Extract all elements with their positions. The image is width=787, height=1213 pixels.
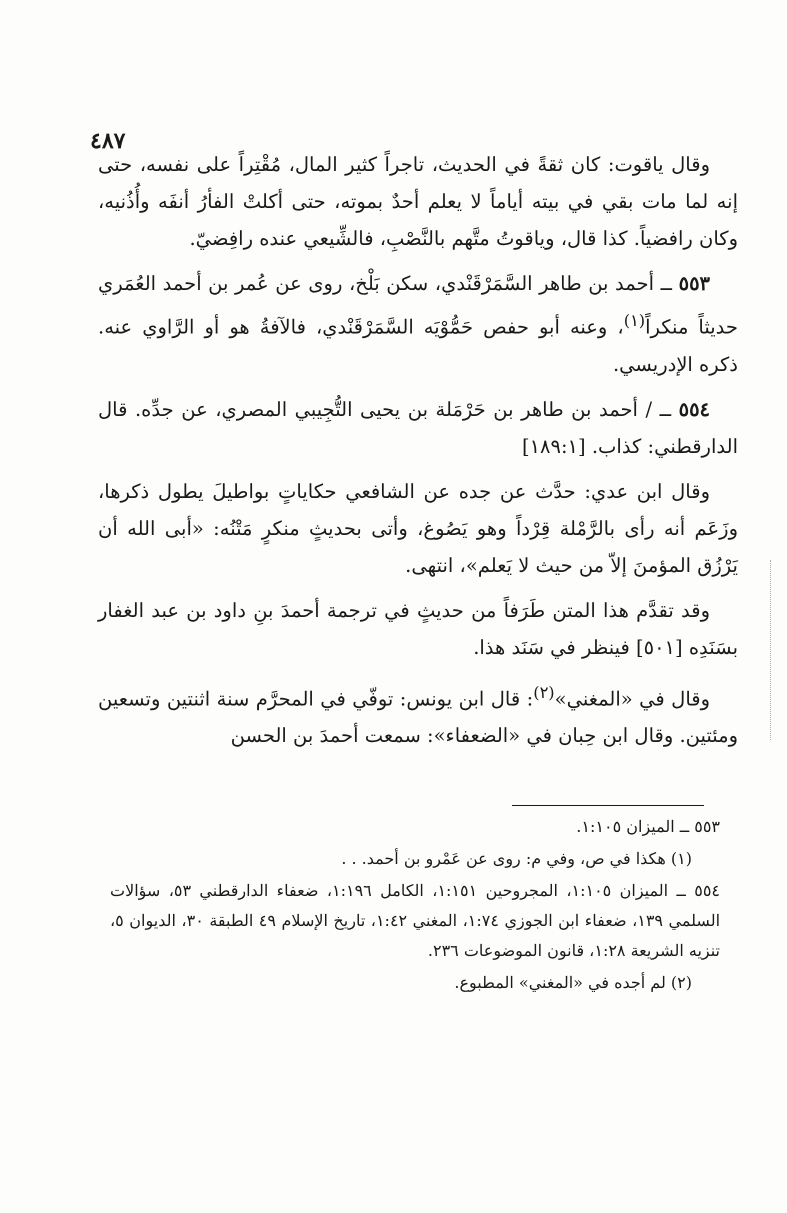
entry-553-number: ٥٥٣: [678, 272, 711, 295]
paragraph-mughni-start: وقال في «المغني»: [554, 687, 711, 710]
volume-page-ref: [١٨٩:١]: [521, 434, 586, 458]
page-number: ٤٨٧: [90, 128, 126, 154]
entry-553: [98, 265, 738, 383]
entry-554-number: ٥٥٤: [678, 397, 711, 421]
paragraph-yaqut: وقال ياقوت: كان ثقةً في الحديث، تاجراً كثير المال، مُقْتِراً على نفسه، حتى إنه لما مات بقي في بيته أياماً لا يعلم أحدٌ بموته، حتى أكلتْ الفأرُ أنفَه وأُذُنيه، وكان رافضياً. كذا قال، وياقوتُ متَّهم بالنَّصْبِ، فالشِّيعي عنده رافِضيّ.: [98, 153, 738, 250]
footnote-ref-2: (٢): [533, 682, 555, 702]
entry-554-text: / أحمد بن طاهر بن حَرْمَلة بن يحيى التُّجِيبي المصري، عن جدِّه. قال الدارقطني: كذاب.: [98, 397, 738, 458]
footnote-1: (١) هكذا في ص، وفي م: روى عن عَمْرو بن أحمد. . .: [341, 849, 692, 868]
scan-edge-mark: [770, 560, 773, 740]
entry-553-text-cont: ، وعنه أبو حفص حَمُّوْيَه السَّمَرْقَنْدي، فالآفةُ هو أو الرَّاوي عنه. ذكره الإدريسي.: [98, 315, 738, 376]
footnote-ref-1: (١): [623, 311, 646, 330]
footnote-553: ٥٥٣ ــ الميزان ١:١٠٥.: [576, 817, 720, 836]
footnotes: [110, 812, 720, 1000]
entry-dash: ــ: [654, 272, 673, 295]
main-text: [98, 146, 738, 762]
entry-dash: ــ: [652, 397, 672, 421]
footnote-2: (٢) لم أجده في «المغني» المطبوع.: [454, 973, 692, 992]
paragraph-taqaddam: وقد تقدَّم هذا المتن طَرَفاً من حديثٍ في ترجمة أحمدَ بنِ داود بن عبد الغفار بسَنَدِه [٥٠١] فينظر في سَنَد هذا.: [98, 598, 738, 659]
paragraph-ibn-adi: وقال ابن عدي: حدَّث عن جده عن الشافعي حكاياتٍ بواطيلَ يطول ذكرها، وزَعَم أنه رأى بالرَّمْلة قِرْداً وهو يَصُوغ، وأتى بحديثٍ منكرٍ مَتْنُه: «أبى الله أن يَرْزُق المؤمنَ إلاّ من حيث لا يَعلم»، انتهى.: [98, 479, 738, 577]
footnote-554: ٥٥٤ ــ الميزان ١:١٠٥، المجروحين ١:١٥١، الكامل ١:١٩٦، ضعفاء الدارقطني ٥٣، سؤالات السلمي ١٣٩، ضعفاء ابن الجوزي ١:٧٤، المغني ١:٤٢، تاريخ الإسلام ٤٩ الطبقة ٣٠، الديوان ٥، تنزيه الشريعة ١:٢٨، قانون الموضوعات ٢٣٦.: [110, 881, 721, 960]
paragraph-mughni: [98, 674, 738, 755]
paragraph-mughni-end: : قال ابن يونس: توفّي في المحرَّم سنة اثنتين وتسعين ومئتين. وقال ابن حِبان في «الضعفاء»: سمعت أحمدَ بن الحسن: [98, 687, 738, 747]
entry-554: [98, 391, 738, 465]
entry-553-text: أحمد بن طاهر السَّمَرْقَنْدي، سكن بَلْخ، روى عن عُمر بن أحمد العُمَري حديثاً منكراً: [98, 272, 738, 339]
footnote-separator: [512, 805, 704, 806]
